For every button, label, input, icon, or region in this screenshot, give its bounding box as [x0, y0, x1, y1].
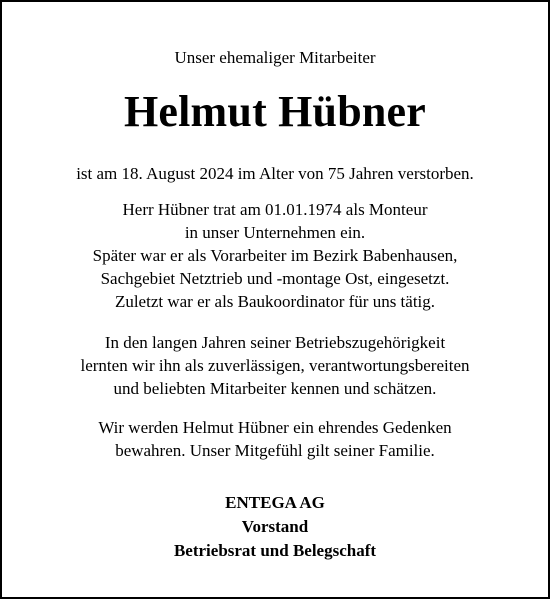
remembrance-line: Wir werden Helmut Hübner ein ehrendes Gedenken [98, 418, 452, 437]
remembrance-line: bewahren. Unser Mitgefühl gilt seiner Familie. [115, 441, 435, 460]
signature-board: Vorstand [241, 517, 309, 536]
career-line: Sachgebiet Netztrieb und -montage Ost, eingesetzt. [100, 269, 450, 288]
appreciation-line: lernten wir ihn als zuverlässigen, verantwortungsbereiten [80, 356, 470, 375]
appreciation-paragraph [2, 331, 548, 400]
remembrance-paragraph [2, 416, 548, 462]
intro-line: Unser ehemaliger Mitarbeiter [174, 48, 376, 67]
death-statement: ist am 18. August 2024 im Alter von 75 Jahren verstorben. [76, 164, 474, 183]
career-line: in unser Unternehmen ein. [184, 223, 366, 242]
career-line: Später war er als Vorarbeiter im Bezirk Babenhausen, [92, 246, 458, 265]
career-line: Zuletzt war er als Baukoordinator für uns tätig. [114, 292, 436, 311]
signature-staff: Betriebsrat und Belegschaft [173, 541, 377, 560]
appreciation-line: In den langen Jahren seiner Betriebszugehörigkeit [104, 333, 446, 352]
signature-company: ENTEGA AG [225, 493, 325, 512]
career-line: Herr Hübner trat am 01.01.1974 als Monteur [122, 200, 428, 219]
appreciation-line: und beliebten Mitarbeiter kennen und schätzen. [113, 379, 437, 398]
career-paragraph [2, 198, 548, 313]
deceased-name: Helmut Hübner [123, 87, 427, 136]
